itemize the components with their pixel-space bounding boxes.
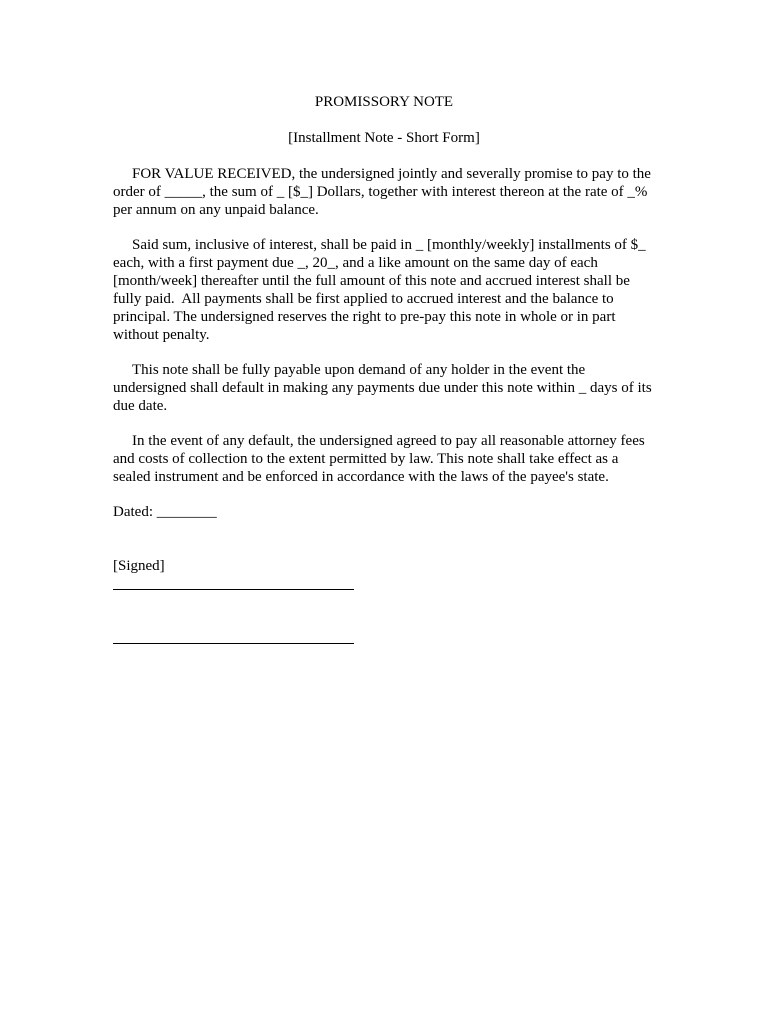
paragraph-installments: [113, 236, 663, 344]
paragraph-line: undersigned shall default in making any payments due under this note within _ days of its: [113, 380, 652, 396]
paragraph-line: fully paid. All payments shall be first applied to accrued interest and the balance to: [113, 291, 614, 307]
paragraph-value-received: [113, 165, 663, 219]
paragraph-line: In the event of any default, the undersigned agreed to pay all reasonable attorney fees: [132, 433, 645, 449]
paragraph-line: This note shall be fully payable upon demand of any holder in the event the: [132, 362, 586, 378]
paragraph-line: sealed instrument and be enforced in accordance with the laws of the payee's state.: [113, 469, 609, 485]
paragraph-line: each, with a first payment due _, 20_, and a like amount on the same day of each: [113, 255, 598, 271]
signed-label: [Signed]: [113, 558, 165, 574]
paragraph-demand: [113, 361, 663, 415]
paragraph-line: and costs of collection to the extent permitted by law. This note shall take effect as a: [113, 451, 619, 467]
dated-field: Dated: ________: [113, 504, 217, 520]
paragraph-line: [month/week] thereafter until the full amount of this note and accrued interest shall be: [113, 273, 630, 289]
paragraph-line: order of _____, the sum of _ [$_] Dollars, together with interest thereon at the rate of _%: [113, 184, 648, 200]
signature-line: [113, 589, 354, 590]
paragraph-default: [113, 432, 663, 486]
document-subtitle: [Installment Note - Short Form]: [288, 130, 480, 146]
document-title: PROMISSORY NOTE: [314, 94, 454, 110]
paragraph-line: Said sum, inclusive of interest, shall be paid in _ [monthly/weekly] installments of $_: [132, 237, 646, 253]
signature-line: [113, 643, 354, 644]
paragraph-line: FOR VALUE RECEIVED, the undersigned jointly and severally promise to pay to the: [132, 166, 651, 182]
paragraph-line: due date.: [113, 398, 168, 414]
paragraph-line: principal. The undersigned reserves the right to pre-pay this note in whole or in part: [113, 309, 616, 325]
paragraph-line: per annum on any unpaid balance.: [113, 202, 319, 218]
paragraph-line: without penalty.: [113, 327, 210, 343]
